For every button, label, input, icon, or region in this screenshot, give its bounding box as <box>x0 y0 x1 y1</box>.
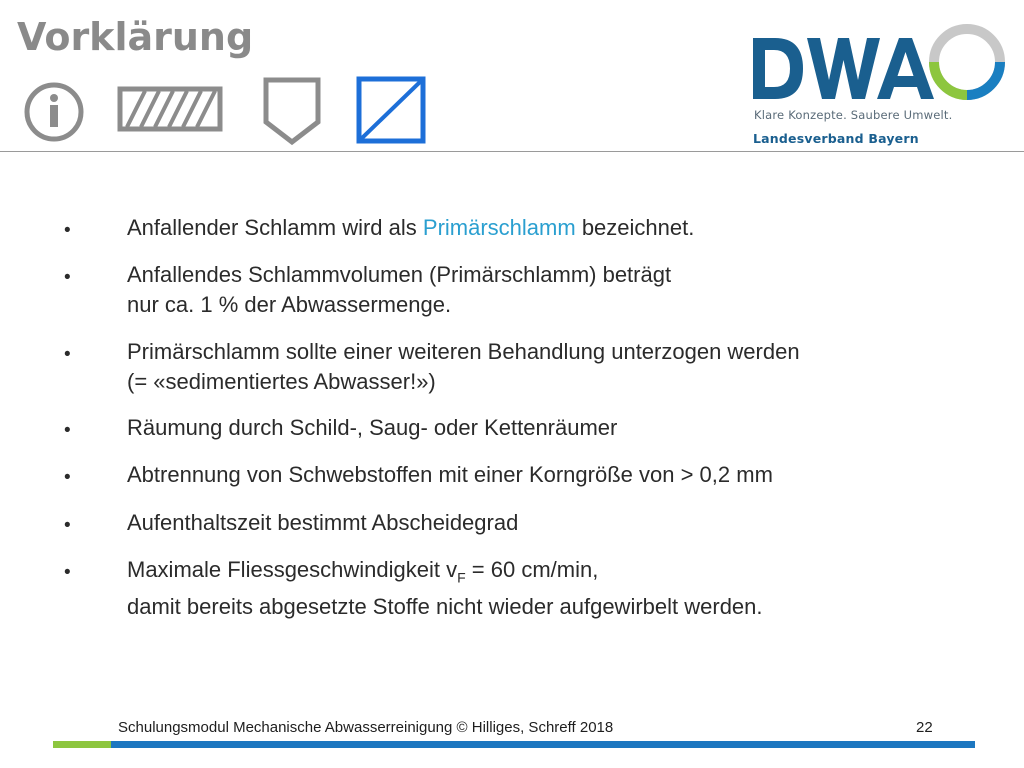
list-item-text: Primärschlamm sollte einer weiteren Behandlung unterzogen werden <box>127 339 800 364</box>
bullet-marker: • <box>64 515 71 536</box>
page-number: 22 <box>916 719 933 736</box>
list-item-text: Maximale Fliessgeschwindigkeit v <box>127 557 458 582</box>
list-item <box>127 413 617 443</box>
logo-region: Landesverband Bayern <box>753 131 919 146</box>
list-item-text: = 60 cm/min, <box>465 557 599 582</box>
footer-bar-blue <box>111 741 975 748</box>
bullet-marker: • <box>64 420 71 441</box>
subscript: F <box>457 569 466 586</box>
highlight-term: Primärschlamm <box>422 215 576 240</box>
slide-title: Vorklärung <box>17 15 254 59</box>
list-item-text: Anfallendes Schlammvolumen (Primärschlamm) beträgt <box>127 262 672 287</box>
bullet-marker: • <box>64 344 71 365</box>
bullet-marker: • <box>64 467 71 488</box>
list-item-text: Räumung durch Schild-, Saug- oder Kettenräumer <box>127 415 618 440</box>
list-item <box>127 508 518 538</box>
list-item-text: Aufenthaltszeit bestimmt Abscheidegrad <box>127 510 519 535</box>
bullet-marker: • <box>64 267 71 288</box>
bullet-marker: • <box>64 220 71 241</box>
list-item-text: (= «sedimentiertes Abwasser!») <box>127 369 436 394</box>
list-item-text: Abtrennung von Schwebstoffen mit einer Korngröße von > 0,2 mm <box>127 462 773 487</box>
footer-text: Schulungsmodul Mechanische Abwasserreinigung © Hilliges, Schreff 2018 <box>118 719 614 736</box>
list-item <box>127 213 694 243</box>
list-item-text: Anfallender Schlamm wird als <box>127 215 423 240</box>
list-item-text: bezeichnet. <box>575 215 695 240</box>
list-item <box>127 260 671 320</box>
bullet-marker: • <box>64 562 71 583</box>
list-item <box>127 337 800 397</box>
list-item <box>127 460 773 490</box>
logo-tagline: Klare Konzepte. Saubere Umwelt. <box>754 108 953 122</box>
list-item-text: damit bereits abgesetzte Stoffe nicht wieder aufgewirbelt werden. <box>127 594 763 620</box>
footer-bar-green <box>53 741 111 748</box>
list-item-text: nur ca. 1 % der Abwassermenge. <box>127 292 452 317</box>
list-item <box>127 555 763 622</box>
